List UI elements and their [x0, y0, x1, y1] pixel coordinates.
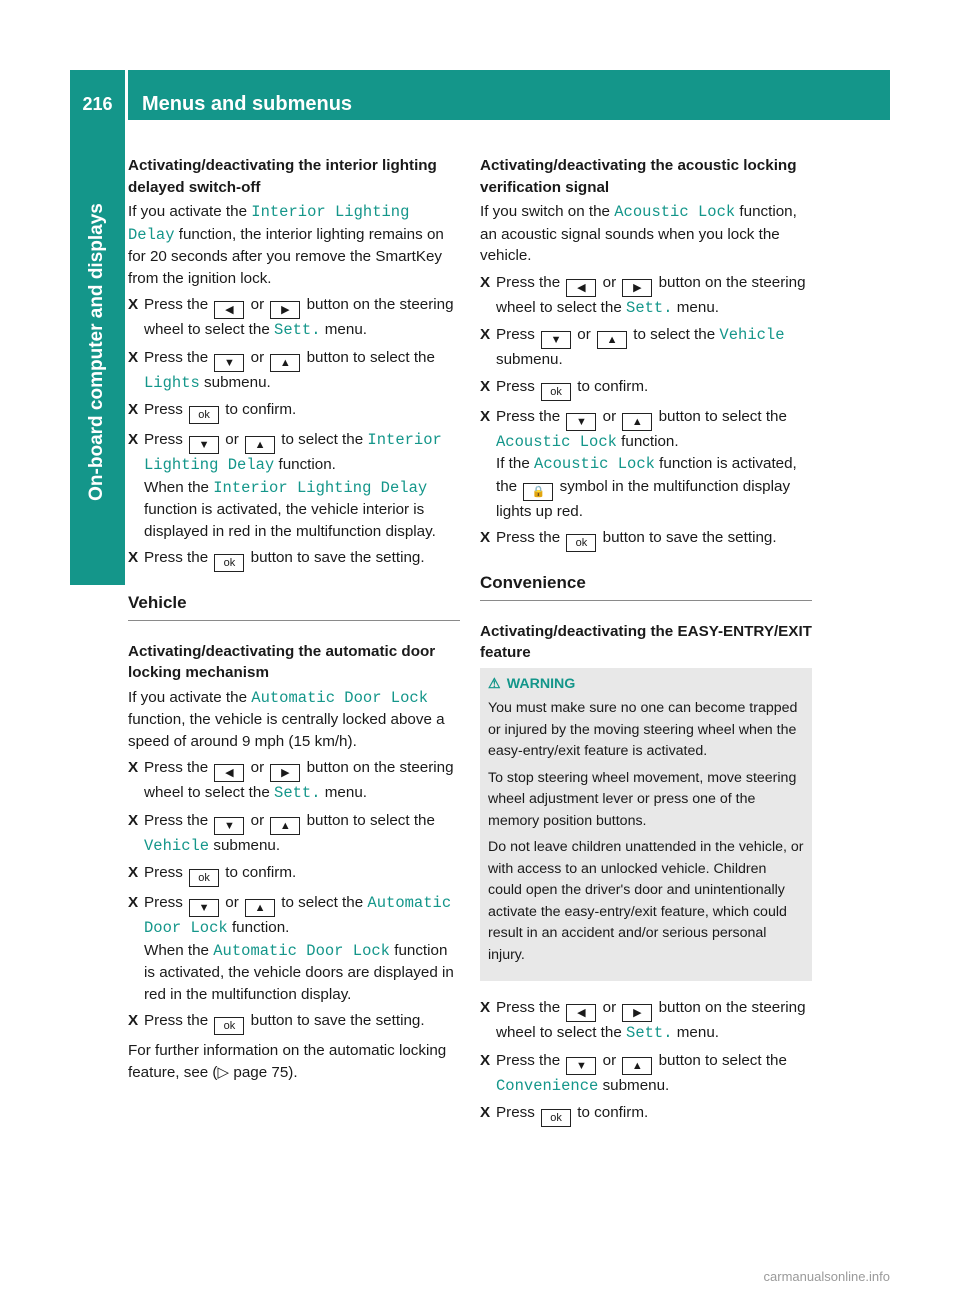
up-arrow-icon: ▲ — [597, 331, 627, 349]
right-arrow-icon: ▶ — [270, 301, 300, 319]
header-separator — [125, 70, 128, 120]
ok-key-icon: ok — [214, 554, 244, 572]
step: X Press ok to confirm. — [128, 862, 460, 887]
step: X Press the ▼ or ▲ button to select the Vehicle submenu. — [128, 811, 435, 855]
right-column — [480, 155, 812, 1132]
ok-key-icon: ok — [541, 383, 571, 401]
page-title: Menus and submenus — [142, 93, 353, 115]
down-arrow-icon: ▼ — [214, 817, 244, 835]
intro-interior-lighting: If you activate the Interior Lighting Delay function, the interior lighting remains on for 20 seconds after you remove the SmartKey from the ignition lock. — [128, 203, 444, 287]
down-arrow-icon: ▼ — [189, 899, 219, 917]
ok-key-icon: ok — [541, 1109, 571, 1127]
heading-interior-lighting: Activating/deactivating the interior lighting delayed switch-off — [128, 157, 437, 196]
step: X Press the ▼ or ▲ button to select the Acoustic Lock function. If the Acoustic Lock function is activated, the 🔒 symbol in the multifunction display lights up red. — [480, 407, 797, 520]
step: X Press the ok button to save the setting. — [480, 527, 812, 552]
step: X Press ok to confirm. — [480, 376, 812, 401]
side-tab-label: On-board computer and displays — [86, 203, 107, 501]
left-arrow-icon: ◀ — [566, 1004, 596, 1022]
up-arrow-icon: ▲ — [270, 817, 300, 835]
page-number: 216 — [82, 94, 113, 114]
left-arrow-icon: ◀ — [214, 301, 244, 319]
step: X Press the ▼ or ▲ button to select the Lights submenu. — [128, 348, 435, 392]
intro-acoustic-lock: If you switch on the Acoustic Lock function, an acoustic signal sounds when you lock the vehicle. — [480, 203, 797, 264]
step: X Press the ok button to save the setting. — [128, 1010, 460, 1035]
step: X Press ▼ or ▲ to select the Vehicle submenu. — [480, 326, 785, 368]
step: X Press ▼ or ▲ to select the Interior Lighting Delay function. When the Interior Lighting Delay function is activated, the vehicle interior is displayed in red in the multifunction display. — [128, 431, 442, 540]
section-heading-convenience: Convenience — [480, 572, 812, 601]
down-arrow-icon: ▼ — [189, 436, 219, 454]
step: X Press ▼ or ▲ to select the Automatic Door Lock function. When the Automatic Door Lock function is activated, the vehicle doors are displayed in red in the multifunction display. — [128, 894, 454, 1003]
right-arrow-icon: ▶ — [270, 764, 300, 782]
step: X Press the ◀ or ▶ button on the steering wheel to select the Sett. menu. — [480, 999, 806, 1042]
section-heading-vehicle: Vehicle — [128, 592, 460, 621]
step: X Press the ◀ or ▶ button on the steering wheel to select the Sett. menu. — [128, 759, 454, 802]
heading-automatic-door-lock: Activating/deactivating the automatic door locking mechanism — [128, 642, 436, 681]
heading-easy-entry-exit: Activating/deactivating the EASY-ENTRY/EXIT feature — [480, 622, 812, 661]
left-arrow-icon: ◀ — [566, 279, 596, 297]
ok-key-icon: ok — [214, 1017, 244, 1035]
step: X Press the ok button to save the setting. — [128, 547, 460, 572]
warning-title: ⚠ WARNING — [488, 674, 804, 696]
up-arrow-icon: ▲ — [270, 354, 300, 372]
up-arrow-icon: ▲ — [245, 436, 275, 454]
down-arrow-icon: ▼ — [214, 354, 244, 372]
left-arrow-icon: ◀ — [214, 764, 244, 782]
right-arrow-icon: ▶ — [622, 279, 652, 297]
watermark-text: carmanualsonline.info — [763, 1269, 890, 1284]
page-reference-note: For further information on the automatic locking feature, see (▷ page 75). — [128, 1042, 447, 1081]
step: X Press the ◀ or ▶ button on the steering wheel to select the Sett. menu. — [480, 273, 806, 317]
warning-text: You must make sure no one can become trapped or injured by the moving steering wheel when the easy-entry/exit feature is activated. — [488, 700, 798, 759]
down-arrow-icon: ▼ — [566, 1057, 596, 1075]
ok-key-icon: ok — [566, 534, 596, 552]
left-column — [128, 155, 460, 1088]
step: X Press the ▼ or ▲ button to select the Convenience submenu. — [480, 1051, 787, 1095]
warning-box — [480, 668, 812, 982]
step: X Press the ◀ or ▶ button on the steering wheel to select the Sett. menu. — [128, 296, 454, 339]
ok-key-icon: ok — [189, 869, 219, 887]
heading-acoustic-lock: Activating/deactivating the acoustic locking verification signal — [480, 157, 797, 196]
intro-automatic-door-lock: If you activate the Automatic Door Lock function, the vehicle is centrally locked above a speed of around 9 mph (15 km/h). — [128, 688, 445, 750]
up-arrow-icon: ▲ — [622, 1057, 652, 1075]
warning-text: To stop steering wheel movement, move steering wheel adjustment lever or press one of the memory position buttons. — [488, 769, 797, 829]
down-arrow-icon: ▼ — [541, 331, 571, 349]
down-arrow-icon: ▼ — [566, 413, 596, 431]
lock-icon: 🔒 — [523, 483, 553, 501]
warning-text: Do not leave children unattended in the vehicle, or with access to an unlocked vehicle. Children could open the driver's door and unintentionally activate the easy-entry/exit feature, which could result in an accident and/or serious personal injury. — [488, 839, 804, 963]
right-arrow-icon: ▶ — [622, 1004, 652, 1022]
step: X Press ok to confirm. — [128, 399, 460, 424]
warning-icon: ⚠ — [488, 675, 501, 692]
step: X Press ok to confirm. — [480, 1102, 812, 1127]
up-arrow-icon: ▲ — [622, 413, 652, 431]
up-arrow-icon: ▲ — [245, 899, 275, 917]
ok-key-icon: ok — [189, 406, 219, 424]
